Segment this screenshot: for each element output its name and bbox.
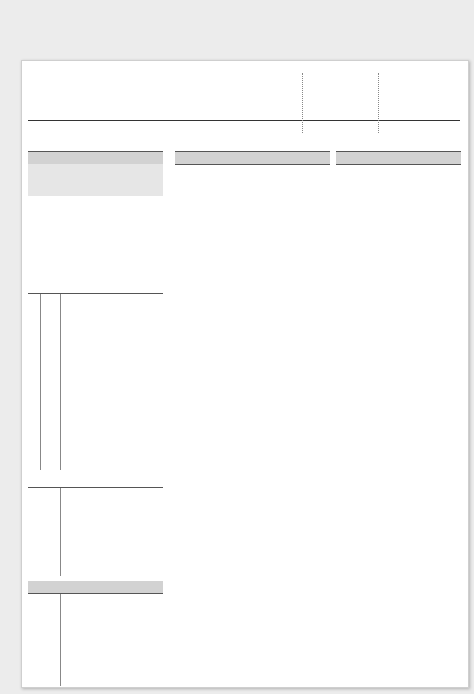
header-rule xyxy=(28,120,460,121)
calendar-divider xyxy=(378,73,379,133)
planner-sheet xyxy=(21,60,469,688)
remember-item[interactable] xyxy=(28,164,163,175)
task-header-rule xyxy=(28,293,163,294)
people-column-divider xyxy=(60,488,61,576)
notes-header xyxy=(336,151,461,165)
calendar-divider xyxy=(302,73,303,133)
remember-list xyxy=(28,164,163,196)
task-priority-icons xyxy=(30,282,33,291)
task-column-divider xyxy=(40,294,41,470)
expenses-header xyxy=(28,581,163,594)
expenses-column-divider xyxy=(60,594,61,686)
remember-item[interactable] xyxy=(28,175,163,186)
appointments-header xyxy=(175,151,330,165)
people-header xyxy=(28,475,163,488)
task-column-divider xyxy=(60,294,61,470)
remember-header xyxy=(28,151,163,165)
